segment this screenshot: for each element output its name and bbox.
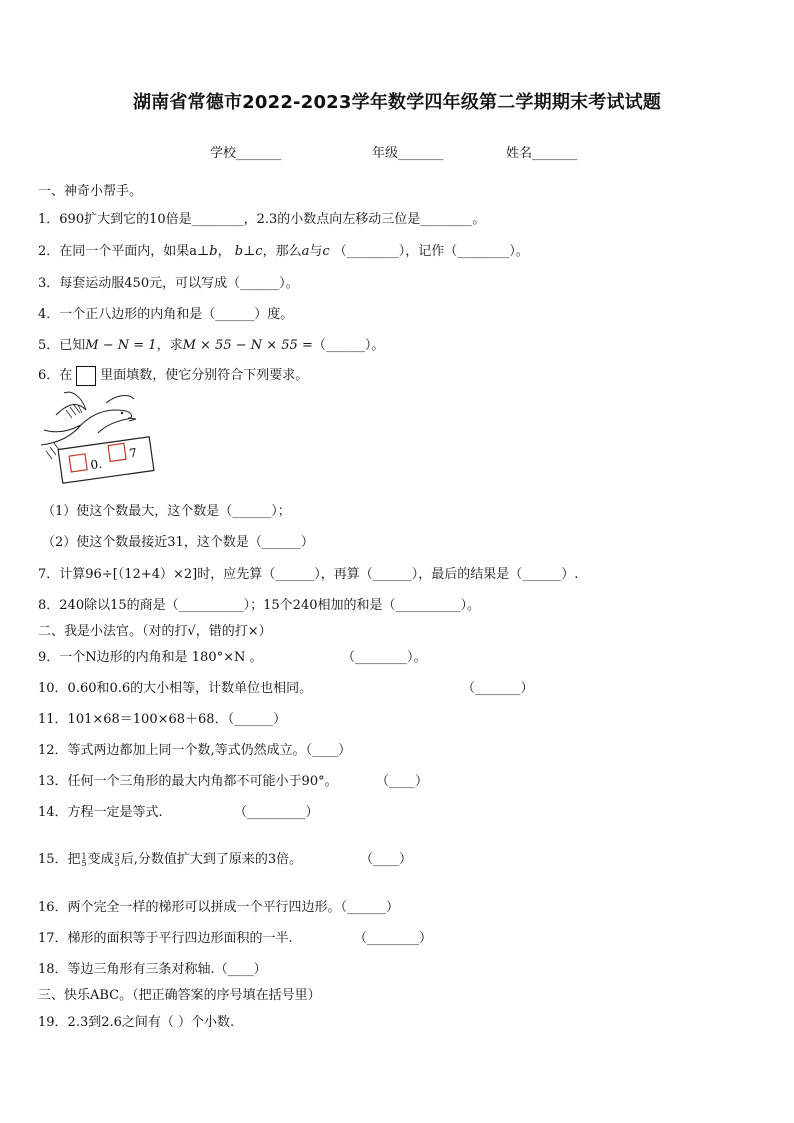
question-7: 7．计算96÷[（12+4）×2]时，应先算（______），再算（______），最后的结果是（______）. bbox=[38, 567, 579, 582]
card-text: 0. bbox=[89, 456, 103, 473]
section-3-heading: 三、快乐ABC。（把正确答案的序号填在括号里） bbox=[38, 988, 321, 1003]
fraction-1: 1 5 bbox=[81, 851, 87, 868]
question-10: 10．0.60和0.6的大小相等，计数单位也相同。 （_______） bbox=[38, 681, 534, 696]
bird-card-illustration bbox=[36, 385, 156, 485]
name-field[interactable]: 姓名_______ bbox=[506, 146, 578, 161]
question-19: 19．2.3到2.6之间有（ ）个小数. bbox=[38, 1015, 235, 1030]
section-2-heading: 二、我是小法官。（对的打√，错的打×） bbox=[38, 624, 272, 639]
question-15: 15．把 1 5 变成 3 5 后,分数值扩大到了原来的3倍。 （____） bbox=[38, 851, 413, 868]
question-16: 16．两个完全一样的梯形可以拼成一个平行四边形。（______） bbox=[38, 900, 400, 915]
question-18: 18．等边三角形有三条对称轴.（____） bbox=[38, 962, 267, 977]
question-6-2: （2）使这个数最接近31，这个数是（______） bbox=[42, 535, 314, 550]
question-6-1: （1）使这个数最大，这个数是（______）； bbox=[42, 504, 291, 519]
answer-box[interactable] bbox=[76, 366, 96, 386]
question-13: 13．任何一个三角形的最大内角都不可能小于90°。 （____） bbox=[38, 774, 429, 789]
question-12: 12．等式两边都加上同一个数,等式仍然成立。（____） bbox=[38, 743, 352, 758]
grade-field[interactable]: 年级_______ bbox=[372, 146, 444, 161]
question-5: 5．已知M − N = 1，求M × 55 − N × 55 =（______）。 bbox=[38, 338, 385, 353]
question-11: 11．101×68＝100×68＋68．（______） bbox=[38, 712, 287, 727]
question-2: 2．在同一个平面内，如果a⊥b， b⊥c，那么a与c （________），记作（________）。 bbox=[38, 244, 529, 259]
school-field[interactable]: 学校_______ bbox=[210, 146, 282, 161]
page-title: 湖南省常德市2022-2023学年数学四年级第二学期期末考试试题 bbox=[132, 92, 662, 113]
question-14: 14．方程一定是等式. （_________） bbox=[38, 805, 319, 820]
card-text-2: 7 bbox=[128, 445, 138, 461]
question-6: 6．在 里面填数，使它分别符合下列要求。 bbox=[38, 364, 308, 386]
section-1-heading: 一、神奇小帮手。 bbox=[38, 184, 143, 199]
question-9: 9．一个N边形的内角和是 180°×N 。 （________）。 bbox=[38, 650, 427, 665]
question-8: 8．240除以15的商是（__________）；15个240相加的和是（__________）。 bbox=[38, 598, 480, 613]
fraction-2: 3 5 bbox=[114, 851, 120, 868]
question-1: 1．690扩大到它的10倍是________，2.3的小数点向左移动三位是________。 bbox=[38, 212, 486, 227]
question-17: 17．梯形的面积等于平行四边形面积的一半. （________） bbox=[38, 931, 433, 946]
question-3: 3．每套运动服450元，可以写成（______）。 bbox=[38, 276, 299, 291]
question-4: 4．一个正八边形的内角和是（______）度。 bbox=[38, 307, 294, 322]
bird-icon bbox=[36, 385, 156, 485]
